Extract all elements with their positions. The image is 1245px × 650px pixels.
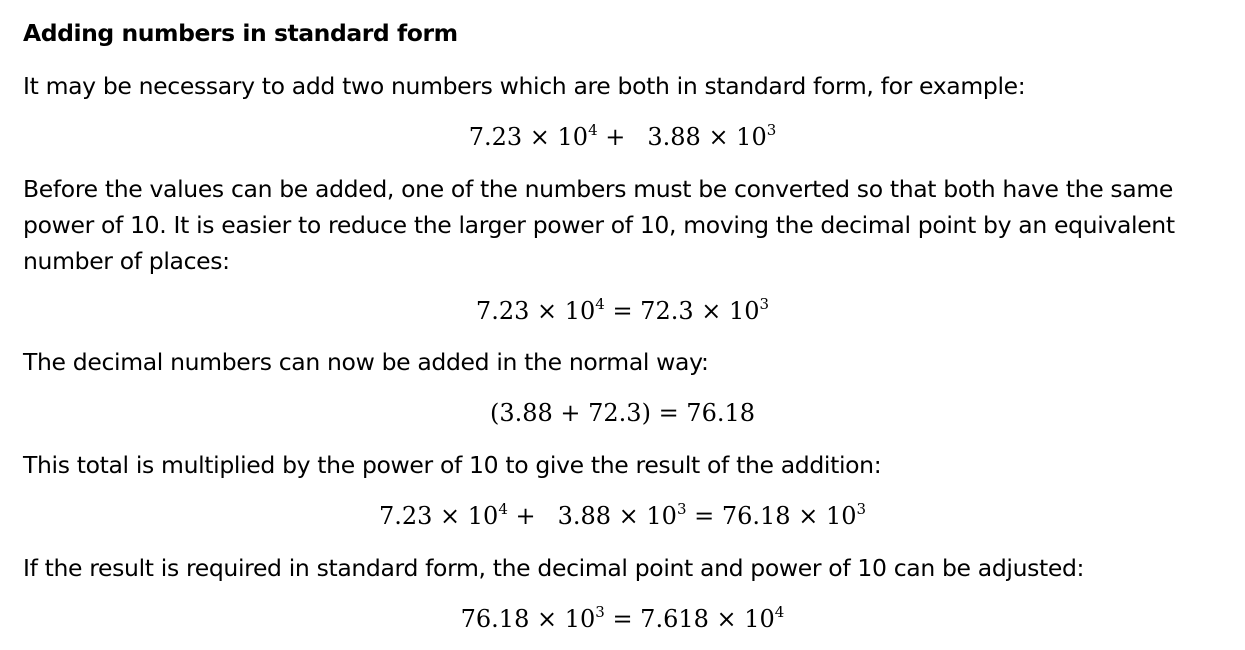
equation-rhs: = 72.3 × 10 (604, 297, 760, 325)
equation-decimal-sum (0, 399, 1245, 427)
equation-exponent: 4 (498, 500, 508, 518)
multiply-paragraph: This total is multiplied by the power of 10 to give the result of the addition: (23, 451, 882, 479)
equation-term: 7.23 × 10 (378, 502, 499, 530)
standard-form-paragraph: If the result is required in standard form, the decimal point and power of 10 can be adjusted: (23, 554, 1085, 582)
decimal-add-paragraph: The decimal numbers can now be added in the normal way: (23, 348, 709, 376)
equation-term: 7.23 × 10 (468, 123, 589, 151)
equation-operator: + (597, 123, 626, 151)
equation-standard-form (0, 605, 1245, 633)
equation-term: 3.88 × 10 (557, 502, 677, 530)
equation-rhs: = 7.618 × 10 (604, 605, 775, 633)
equation-exponent: 4 (774, 603, 785, 621)
equation-full-result (0, 502, 1245, 530)
intro-paragraph: It may be necessary to add two numbers which are both in standard form, for example: (23, 72, 1026, 100)
section-heading: Adding numbers in standard form (23, 19, 458, 47)
equation-rhs: = 76.18 × 10 (686, 502, 857, 530)
explanation-line-1: Before the values can be added, one of the numbers must be converted so that both have the same (23, 175, 1174, 203)
equation-term: 3.88 × 10 (647, 123, 767, 151)
equation-term: 76.18 × 10 (460, 605, 596, 633)
equation-conversion (0, 297, 1245, 325)
explanation-line-3: number of places: (23, 247, 230, 275)
equation-example-sum (0, 123, 1245, 151)
explanation-line-2: power of 10. It is easier to reduce the larger power of 10, moving the decimal point by an equivalent (23, 211, 1175, 239)
equation-exponent: 3 (676, 500, 687, 518)
equation-operator: + (507, 502, 536, 530)
equation-exponent: 3 (766, 121, 777, 139)
equation-exponent: 4 (595, 295, 605, 313)
equation-exponent: 3 (595, 603, 605, 621)
equation-exponent: 3 (759, 295, 770, 313)
equation-text: (3.88 + 72.3) = 76.18 (489, 399, 756, 427)
equation-term: 7.23 × 10 (475, 297, 596, 325)
equation-exponent: 3 (856, 500, 867, 518)
equation-exponent: 4 (588, 121, 598, 139)
